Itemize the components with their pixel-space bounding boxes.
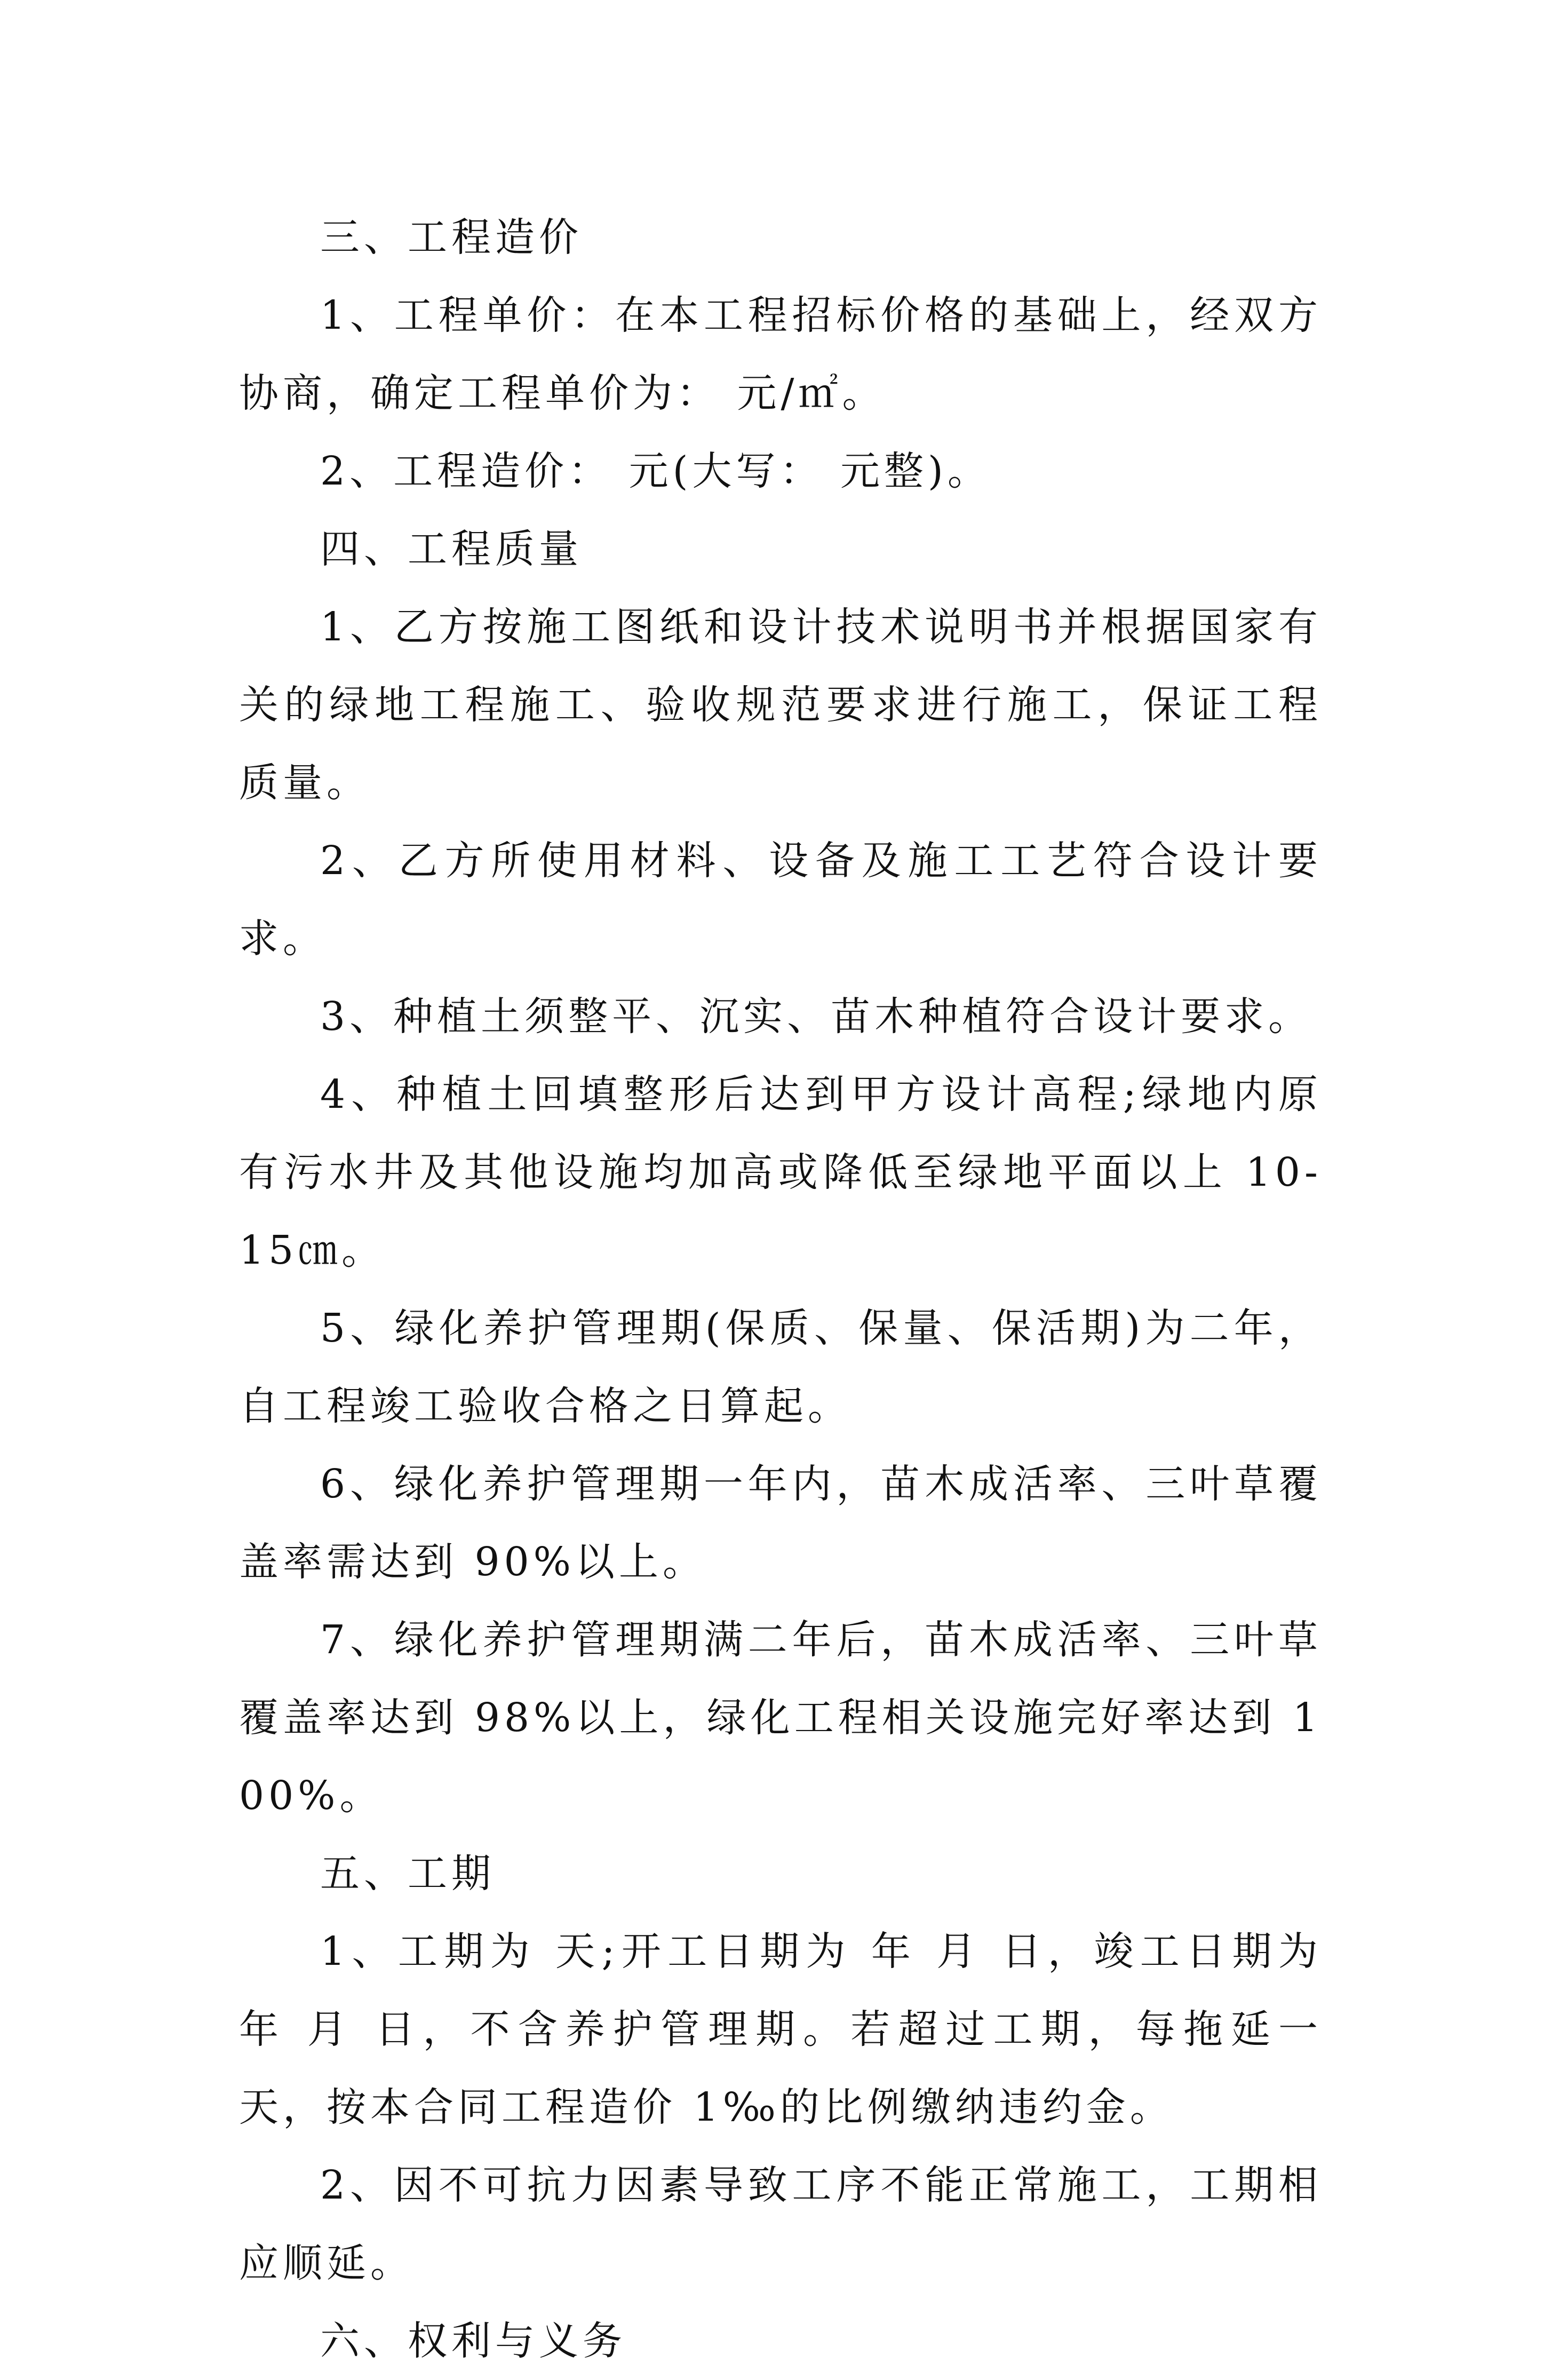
paragraph-quality-2: 2、乙方所使用材料、设备及施工工艺符合设计要求。 (239, 838, 1322, 962)
paragraph-quality-7: 7、绿化养护管理期满二年后，苗木成活率、三叶草覆盖率达到 98%以上，绿化工程相关设施完好率达到 100%。 (239, 1617, 1322, 1819)
paragraph-schedule-2: 2、因不可抗力因素导致工序不能正常施工，工期相应顺延。 (239, 2162, 1322, 2286)
paragraph-quality-1: 1、乙方按施工图纸和设计技术说明书并根据国家有关的绿地工程施工、验收规范要求进行施工，保证工程质量。 (239, 604, 1322, 806)
paragraph-schedule-1: 1、工期为 天;开工日期为 年 月 日，竣工日期为 年 月 日，不含养护管理期。若超过工期，每拖延一天，按本合同工程造价 1‰的比例缴纳违约金。 (239, 1929, 1322, 2130)
paragraph-quality-4: 4、种植土回填整形后达到甲方设计高程;绿地内原有污水井及其他设施均加高或降低至绿地平面以上 10-15㎝。 (239, 1072, 1322, 1273)
section-heading-quality: 四、工程质量 (320, 526, 583, 572)
paragraph-total-cost: 2、工程造价： 元(大写： 元整)。 (320, 448, 991, 494)
document-body (239, 199, 1322, 2380)
paragraph-unit-price: 1、工程单价：在本工程招标价格的基础上，经双方协商，确定工程单价为： 元/㎡。 (239, 292, 1322, 416)
section-heading-rights: 六、权利与义务 (320, 2318, 626, 2364)
paragraph-quality-3: 3、种植土须整平、沉实、苗木种植符合设计要求。 (320, 994, 1312, 1040)
section-heading-schedule: 五、工期 (320, 1851, 495, 1897)
section-heading-cost: 三、工程造价 (320, 215, 583, 260)
paragraph-quality-6: 6、绿化养护管理期一年内，苗木成活率、三叶草覆盖率需达到 90%以上。 (239, 1461, 1322, 1585)
paragraph-quality-5: 5、绿化养护管理期(保质、保量、保活期)为二年，自工程竣工验收合格之日算起。 (239, 1305, 1322, 1429)
